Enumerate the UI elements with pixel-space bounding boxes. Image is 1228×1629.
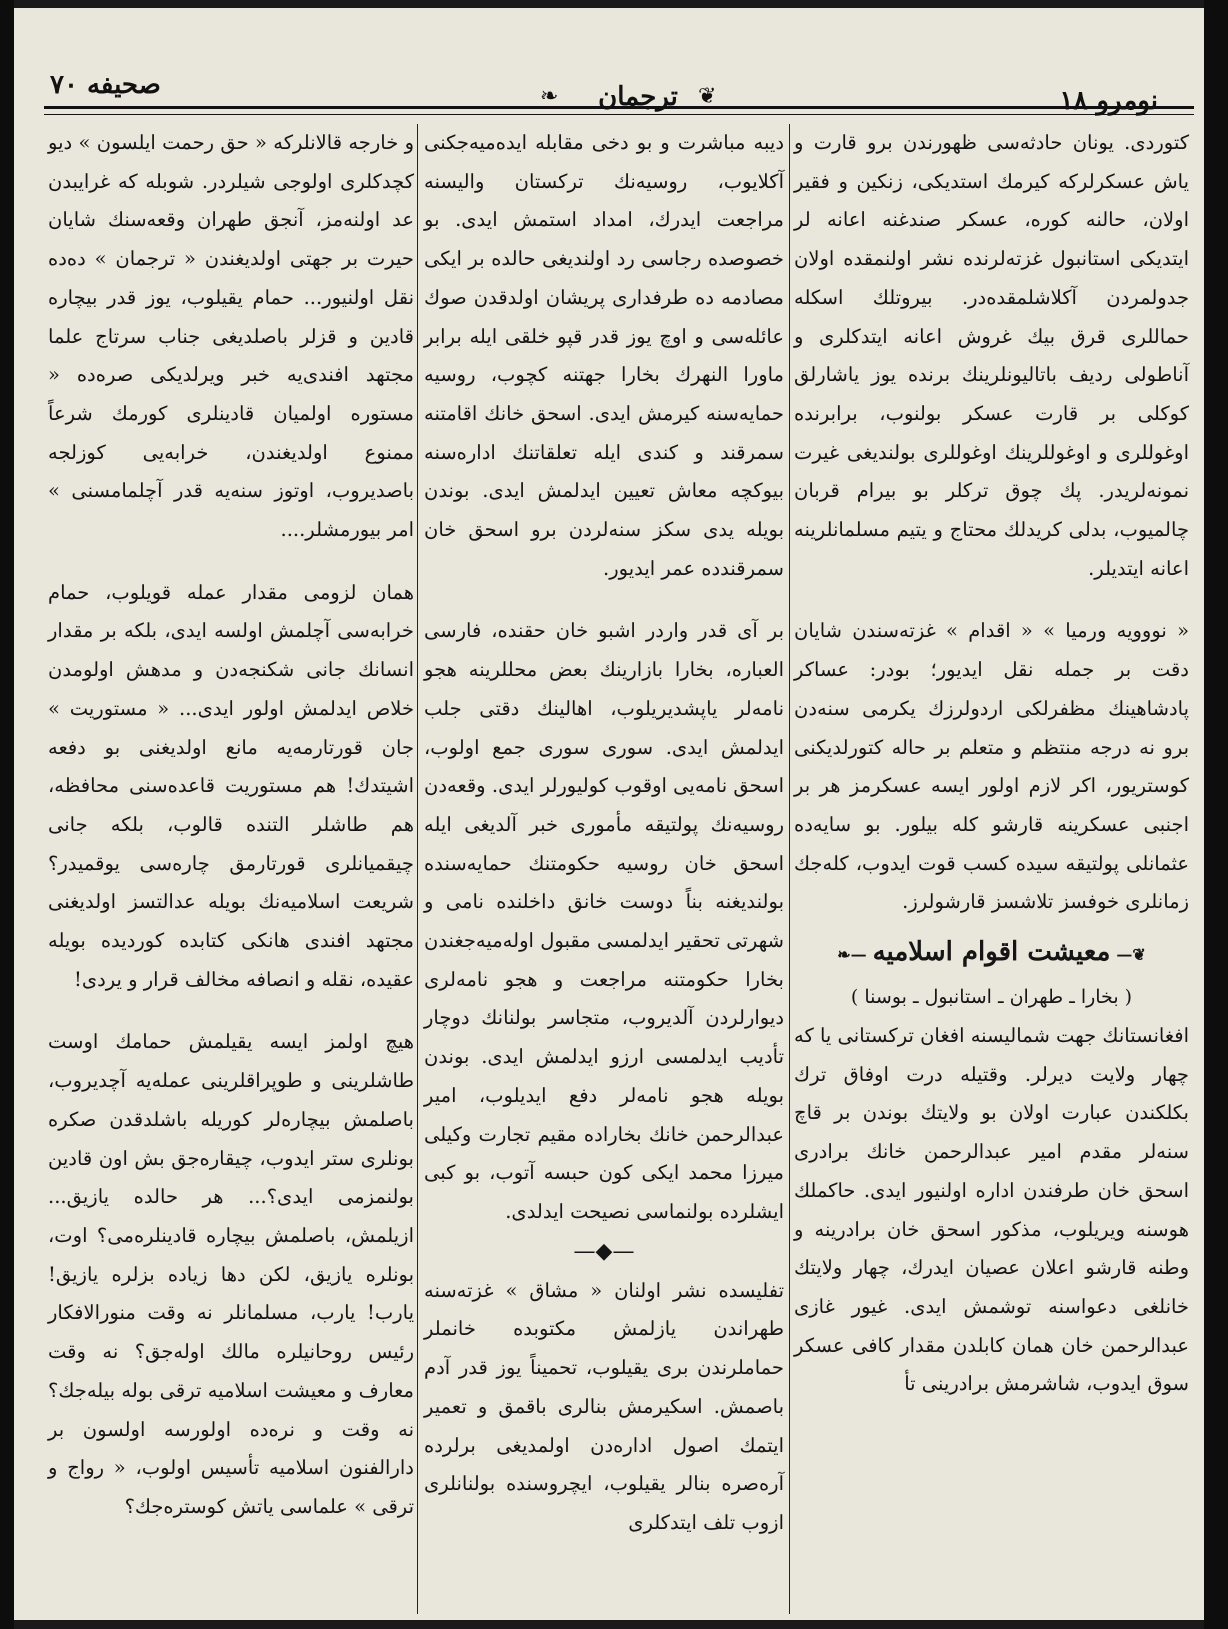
heading-ornament-icon: ❦— <box>1116 945 1146 965</box>
page-number: صحیفه ۷۰ <box>50 70 161 100</box>
column-right <box>794 124 1189 1404</box>
scan-edge-right <box>1204 0 1228 1629</box>
column-divider-right <box>789 124 790 1614</box>
newspaper-page <box>14 8 1204 1620</box>
scan-edge-left <box>0 0 14 1629</box>
ornament-left-icon: ❧ <box>540 84 559 109</box>
heading-ornament-icon: —❧ <box>837 945 867 965</box>
section-heading <box>794 930 1189 977</box>
ornament-right-icon: ❦ <box>698 84 717 109</box>
page-header <box>38 60 1198 116</box>
article-paragraph: افغانستانك جهت شمالیسنه افغان ترکستانی یا که چهار ولایت دیرلر. وقتیله درت اوفاق ترك بکلکندن عبارت اولان بو ولایتك بوندن بر قاچ سنه‌لر مقدم امیر عبدالرحمن خانك برادری اسحق خان طرفندن اداره اولنیور ایدی. حاکملك هوسنه ویریلوب، مذکور اسحق خان برادرینه و وطنه قارشو اعلان عصیان ایدرك، چهار ولایتك خانلغی دعواسنه توشمش ایدی. غیور غازی عبدالرحمن خان همان کابلدن مقدار کافی عسکر سوق ایدوب، شاشرمش برادرینی تأ <box>794 1024 1189 1396</box>
article-paragraph: همان لزومی مقدار عمله قویلوب، حمام خرابه‌سی آچلمش اولسه ایدی، بلکه بر مقدار انسانك جانی شکنجه‌دن و مدهش اولومدن خلاص ایدلمش اولور ایدی... « مستوریت » جان قورتارمه‌یه مانع اولدیغنی بو دفعه اشیتدك! هم مستوریت قاعده‌سنی محافظه، هم طاشلر التنده قالوب، بلکه جانی چیقمیانلری قورتارمق چاره‌سی یوقمیدر؟ شریعت اسلامیه‌نك بویله عدالتسز اولدیغنی مجتهد افندی هانکی کتابده کوردیده بویله عقیده، نقله و انصافه مخالف قرار و یردی! <box>48 580 414 991</box>
column-divider-left <box>417 124 418 1614</box>
article-paragraph: دیبه مباشرت و بو دخی مقابله ایده‌میه‌جکنی آکلایوب، روسیه‌نك ترکستان والیسنه مراجعت ایدرك، امداد استمش ایدی. بو خصوصده رجاسی رد اولندیغی حالده بر ایکی مصادمه ده طرفداری پریشان اولدقدن صوك عائله‌سی و اوچ یوز قدر قپو خلقی ایله برابر ماورا النهرك بخارا جهتنه کچوب، روسیه حمایه‌سنه کیرمش ایدی. اسحق خانك اقامتنه سمرقند و کندی ایله تعلقاتنك اداره‌سنه بیوکچه معاش تعیین ایدلمش ایدی. بوندن بویله یدی سکز سنه‌لردن برو اسحق خان سمرقندده عمر ایدیور. <box>424 131 784 580</box>
article-paragraph: تفلیسده نشر اولنان « مشاق » غزته‌سنه طهراندن یازلمش مکتوبده خانملر حماملرندن بری یقیلوب، تحمیناً یوز قدر آدم باصمش. اسکیرمش بنالری باقمق و تعمیر ایتمك اصول اداره‌دن اولمدیغی برلرده آره‌صره بنالر یقیلوب، ایچروسنده بولنانلری ازوب تلف ایتدکلری <box>424 1278 784 1534</box>
article-paragraph: و خارجه قالانلرکه « حق رحمت ایلسون » دیو کچدکلری اولوجی شیلردر. شوبله که غرایبدن عد اولنه‌مز، آنجق طهران وقعه‌سنك شایان حیرت بر جهتی اولدیغندن « ترجمان » ده‌ده نقل اولنیور... حمام یقیلوب، یوز قدر بیچاره قادین و قزلر باصلدیغی جناب سرتاج علما مجتهد افندی‌یه خبر ویرلدیکی صره‌ده « مستوره اولمیان قادینلری کورمك شرعاً ممنوع اولدیغندن، خرابه‌یی کوزلجه باصدیروب، اوتوز سنه‌یه قدر آچلمامسنی » امر بیورمشلر.... <box>48 131 414 542</box>
column-left <box>48 124 414 1527</box>
column-middle <box>424 124 784 1543</box>
article-paragraph: هیچ اولمز ایسه یقیلمش حمامك اوست طاشلرینی و طوپراقلرینی عمله‌یه آچدیروب، باصلمش بیچاره‌لر کوریله باشلدقدن صکره بونلری ستر ایدوب، چیقاره‌جق بش اون قادین بولنمزمی ایدی؟... هر حالده یازیق... ازیلمش، باصلمش بیچاره قادینلره‌می؟ اوت، بونلره یازیق، لکن دها زیاده بزلره یازیق! یارب! یارب، مسلمانلر نه وقت منورالافکار رئیس روحانیلره مالك اوله‌جق؟ نه وقت معارف و معیشت اسلامیه ترقی بوله بیله‌جك؟ نه وقت و نره‌ده اولورسه اولسون بر دارالفنون اسلامیه تأسیس اولوب، « رواج و ترقی » علماسی یاتش کوستره‌جك؟ <box>48 1030 414 1518</box>
article-paragraph: بر آی قدر واردر اشبو خان حقنده، فارسی العباره، بخارا بازارینك بعض محللرینه هجو نامه‌لر یاپشدیریلوب، اهالینك دقتی جلب ایدلمش ایدی. سوری سوری جمع اولوب، اسحق نامه‌یی اوقوب کولیورلر ایدی. وقعه‌دن روسیه‌نك پولتیقه مأموری خبر آلدیغی ایله اسحق خان روسیه حکومتنك حمایه‌سنده بولندیغنه بناً دوست خانق داخلنده نامی و شهرتی تحقیر ایدلمسی مقبول اوله‌میه‌جغندن بخارا حکومتنه مراجعت و هجو نامه‌لری دیوارلردن آلدیروب، متجاسر بولنانك دوچار تأدیب ایدلمسی ارزو ایدلمش ایدی. بوندن بویله هجو نامه‌لر دفع ایدیلوب، امیر عبدالرحمن خانك بخاراده مقیم تجارت وکیلی میرزا محمد ایکی کون حبسه آتوب، بو کبی ایشلرده بولنماسی نصیحت ایدلدی. <box>424 619 784 1223</box>
issue-number: نومرو ۱۸ <box>1059 86 1158 116</box>
article-paragraph: کتوردی. یونان حادثه‌سی ظهورندن برو قارت و یاش عسکرلرکه کیرمك استدیکی، زنکین و فقیر اولان، حالنه کوره، عسکر صندغنه اعانه لر ایتدیکی استانبول غزته‌لرنده نشر اولنمقده اولان جدولمردن آکلاشلمقده‌در. بیروتلك اسکله حماللری قرق بیك غروش اعانه ایتدکلری و آناطولی ردیف باتالیونلرینك برنده یوز یاشارلق کوکلی بر قارت عسکر بولنوب، برابرنده اوغوللری و اوغوللرینك اوغوللری بولندیغی غیرت نمونه‌لریدر. پك چوق ترکلر بو بیرام قربان چالمیوب، بدلی کریدلك محتاج و یتیم مسلمانلرینه اعانه ایتدیلر. <box>794 131 1189 580</box>
header-rule <box>44 106 1194 115</box>
separator-ornament-icon: —◆— <box>573 1238 635 1264</box>
article-paragraph: « نووویه ورمیا » « اقدام » غزته‌سندن شایان دقت بر جمله نقل ایدیور؛ بودر: عساکر پادشاهینك مظفرلکی اردولرزك یکرمی سنه‌دن برو نه درجه منتظم و متعلم بر حاله کتورلدیکنی کوستریور، اکر لازم اولور ایسه عسکرمز هر بر اجنبی عسکرینه قارشو کله بیلور. بو سایه‌ده عثمانلی پولتیقه سیده کسب قوت ایدوب، کله‌جك زمانلری خوفسز تلاشسز قارشولرز. <box>794 619 1189 914</box>
section-title: معیشت اقوام اسلامیه <box>872 937 1111 968</box>
section-subtitle: ( بخارا ـ طهران ـ استانبول ـ بوسنا ) <box>850 986 1133 1009</box>
newspaper-title: ترجمان <box>598 82 678 112</box>
